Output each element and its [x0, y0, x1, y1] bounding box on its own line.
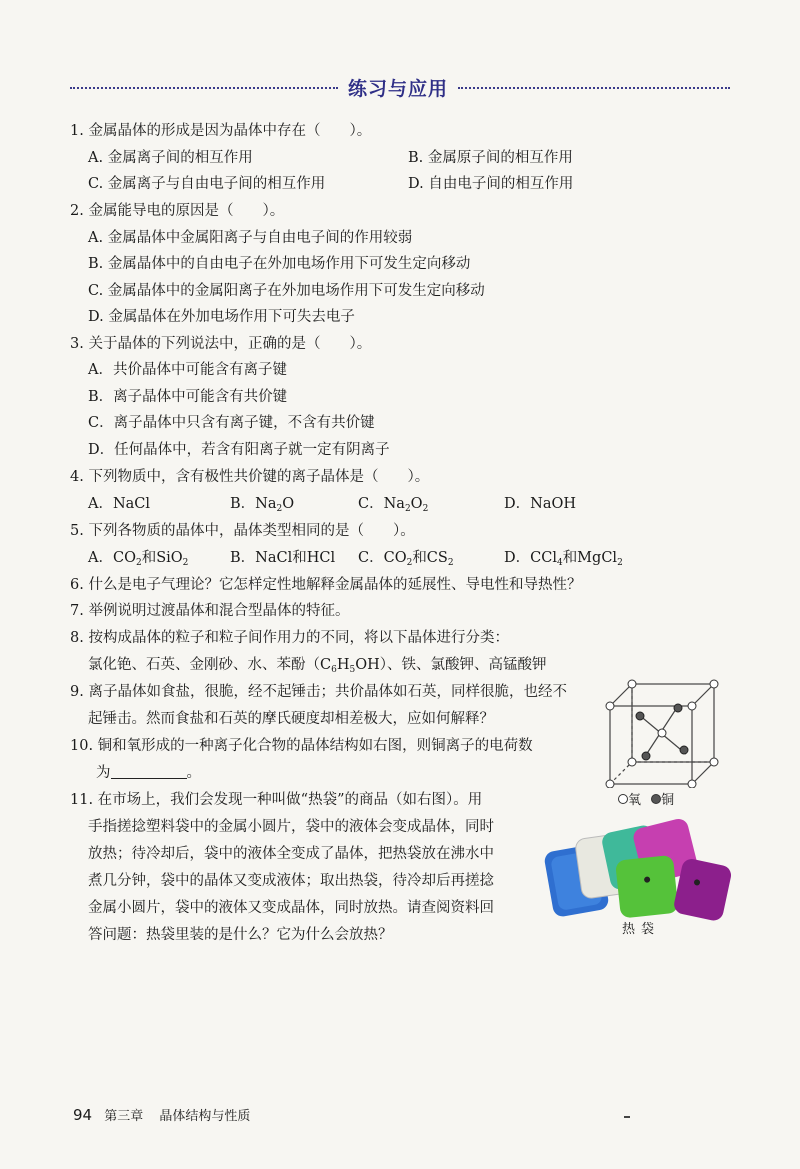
q8-sub1: 6: [331, 665, 337, 675]
q1-option-d: D. 自由电子间的相互作用: [408, 176, 574, 192]
q8-list-text-mid: H: [336, 657, 350, 673]
q4-option-a: A．NaCl: [88, 496, 151, 512]
q5-a-text-mid: 和SiO: [141, 550, 183, 566]
q4-c-sub1: 2: [404, 504, 411, 514]
oxygen-atom: [710, 680, 718, 688]
oxygen-atom: [688, 702, 696, 710]
q5-option-d: [504, 548, 623, 568]
q9-line-1: 9. 离子晶体如食盐，很脆，经不起锤击；共价晶体如石英，同样很脆，也经不: [70, 684, 567, 700]
copper-legend-label: 铜: [661, 793, 675, 808]
q2-stem: 2. 金属能导电的原因是（ ）。: [70, 203, 285, 219]
header-dotted-rule-right: [458, 87, 730, 89]
answer-blank[interactable]: [111, 764, 187, 779]
q8-stem: 8. 按构成晶体的粒子和粒子间作用力的不同，将以下晶体进行分类：: [70, 630, 509, 646]
q4-b-text: B．Na: [230, 496, 277, 512]
q4-b-sub: 2: [276, 504, 283, 514]
copper-atom: [642, 752, 650, 760]
q10-line-1: 10. 铜和氧形成的一种离子化合物的晶体结构如右图，则铜离子的电荷数: [70, 738, 533, 754]
q1-option-a: A. 金属离子间的相互作用: [88, 150, 253, 166]
oxygen-legend-label: 氧: [628, 793, 642, 808]
oxygen-legend-icon: [618, 794, 628, 804]
q2-option-d: D. 金属晶体在外加电场作用下可失去电子: [88, 309, 355, 325]
oxygen-atom: [606, 780, 614, 788]
q5-a-text: A．CO: [88, 550, 136, 566]
q4-c-text-mid: O: [410, 496, 423, 512]
oxygen-atom: [710, 758, 718, 766]
q5-d-sub1: 4: [556, 558, 563, 568]
q4-option-d: D．NaOH: [504, 496, 576, 512]
q5-d-sub2: 2: [617, 558, 623, 568]
q11-line-2: 手指搓捻塑料袋中的金属小圆片，袋中的液体会变成晶体，同时: [88, 819, 494, 835]
q1-stem: 1. 金属晶体的形成是因为晶体中存在（ ）。: [70, 123, 372, 139]
crystal-structure-figure: [602, 678, 722, 788]
q6-text: 6. 什么是电子气理论？它怎样定性地解释金属晶体的延展性、导电性和导热性？: [70, 577, 582, 593]
q7-text: 7. 举例说明过渡晶体和混合型晶体的特征。: [70, 603, 350, 619]
page-footer: [73, 1106, 250, 1126]
q5-d-text-mid: 和MgCl: [562, 550, 618, 566]
q3-option-c: C．离子晶体中只含有离子键，不含有共价键: [88, 415, 375, 431]
copper-legend-icon: [651, 794, 661, 804]
hot-bag-photo: [544, 818, 732, 923]
q10-line-2: [96, 763, 201, 783]
q8-list-text-end: OH）、铁、氯酸钾、高锰酸钾: [355, 657, 547, 673]
q1-option-c: C. 金属离子与自由电子间的相互作用: [88, 176, 326, 192]
oxygen-atom: [688, 780, 696, 788]
q2-option-b: B. 金属晶体中的自由电子在外加电场作用下可发生定向移动: [88, 256, 471, 272]
q4-c-sub2: 2: [422, 504, 429, 514]
q3-option-d: D．任何晶体中，若含有阳离子就一定有阴离子: [88, 442, 390, 458]
q8-list-text: 氯化铯、石英、金刚砂、水、苯酚（C: [88, 657, 332, 673]
q5-option-b: B．NaCl和HCl: [230, 550, 336, 566]
green-hot-bag: [615, 855, 679, 919]
q10-text: 为: [96, 765, 111, 781]
q5-c-sub2: 2: [447, 558, 454, 568]
section-title: 练习与应用: [347, 78, 448, 100]
hot-bag-caption: 热袋: [622, 922, 661, 937]
copper-atom: [636, 712, 644, 720]
q4-c-text: C．Na: [358, 496, 405, 512]
q1-option-b: B. 金属原子间的相互作用: [408, 150, 573, 166]
q9-line-2: 起锤击。然而食盐和石英的摩氏硬度却相差极大，应如何解释？: [88, 711, 494, 727]
header-dotted-rule-left: [70, 87, 338, 89]
cube-front-face: [610, 706, 692, 784]
page-number: 94: [73, 1106, 93, 1124]
q11-line-4: 煮几分钟，袋中的晶体又变成液体；取出热袋，待冷却后再搓捻: [88, 873, 494, 889]
q10-text-end: 。: [186, 765, 201, 781]
chapter-label: 第三章: [104, 1109, 144, 1124]
oxygen-atom-center: [658, 729, 666, 737]
q4-stem: 4. 下列物质中，含有极性共价键的离子晶体是（ ）。: [70, 469, 430, 485]
q5-a-sub2: 2: [182, 558, 189, 568]
q5-d-text: D．CCl: [504, 550, 557, 566]
q11-line-5: 金属小圆片，袋中的液体又变成晶体，同时放热。请查阅资料回: [88, 900, 494, 916]
copper-atom: [674, 704, 682, 712]
q5-option-a: [88, 548, 188, 568]
q5-c-sub1: 2: [406, 558, 413, 568]
copper-atom: [680, 746, 688, 754]
q11-line-1: 11. 在市场上，我们会发现一种叫做“热袋”的商品（如右图）。用: [70, 792, 483, 808]
q4-option-c: [358, 494, 428, 514]
q11-line-6: 答问题：热袋里装的是什么？它为什么会放热？: [88, 927, 393, 943]
q4-option-b: [230, 494, 294, 514]
q3-option-b: B．离子晶体中可能含有共价键: [88, 389, 288, 405]
q3-option-a: A．共价晶体中可能含有离子键: [88, 362, 287, 378]
q3-stem: 3. 关于晶体的下列说法中，正确的是（ ）。: [70, 336, 372, 352]
q2-option-c: C. 金属晶体中的金属阳离子在外加电场作用下可发生定向移动: [88, 283, 485, 299]
q2-option-a: A. 金属晶体中金属阳离子与自由电子间的作用较弱: [88, 230, 413, 246]
chapter-title: 晶体结构与性质: [159, 1109, 251, 1124]
q4-b-text-end: O: [282, 496, 295, 512]
oxygen-atom: [628, 758, 636, 766]
scan-mark: [624, 1116, 630, 1118]
q5-stem: 5. 下列各物质的晶体中，晶体类型相同的是（ ）。: [70, 523, 415, 539]
q5-a-sub1: 2: [135, 558, 142, 568]
q8-list: [88, 655, 547, 675]
q11-line-3: 放热；待冷却后，袋中的液体全变成了晶体，把热袋放在沸水中: [88, 846, 494, 862]
q5-option-c: [358, 548, 454, 568]
section-header: [70, 72, 730, 102]
oxygen-atom: [606, 702, 614, 710]
oxygen-atom: [628, 680, 636, 688]
crystal-legend: [618, 792, 674, 810]
q5-c-text: C．CO: [358, 550, 407, 566]
q8-sub2: 5: [349, 665, 356, 675]
q5-c-text-mid: 和CS: [412, 550, 448, 566]
